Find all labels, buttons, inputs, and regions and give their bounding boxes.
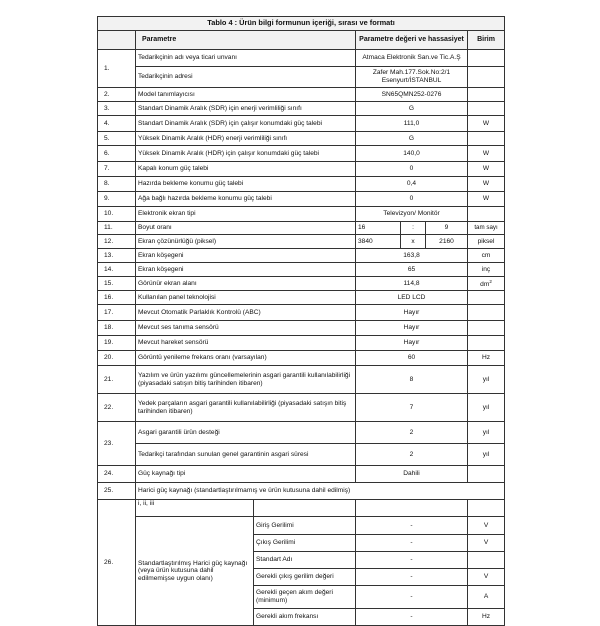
product-info-table [97, 16, 505, 626]
row-number: 25. [98, 483, 136, 500]
header-row [98, 31, 505, 50]
row-value: 2 [356, 444, 468, 466]
row-label: Mevcut Otomatik Parlaklık Kontrolü (ABC) [136, 305, 356, 321]
row-label: Harici güç kaynağı (standartlaştırılmamış ve ürün kutusuna dahil edilmiş) [136, 483, 505, 500]
row-unit: cm [468, 249, 505, 263]
row-unit: yıl [468, 444, 505, 466]
row-value [356, 67, 468, 88]
row-value: G [356, 132, 468, 146]
row-label: Mevcut hareket sensörü [136, 336, 356, 351]
table-row [98, 235, 505, 249]
row-number: 10. [98, 207, 136, 222]
row-number: 16. [98, 291, 136, 305]
unit-exponent: 2 [489, 278, 492, 284]
sub-row-value: - [356, 517, 468, 535]
sub-row-unit: V [468, 517, 505, 535]
aspect-height: 9 [426, 222, 468, 235]
row-label [254, 500, 356, 517]
row-value: 2 [356, 422, 468, 444]
sub-row-unit: V [468, 569, 505, 586]
row-number: 19. [98, 336, 136, 351]
row-value: SN65QMN252-0276 [356, 88, 468, 102]
table-row [98, 88, 505, 102]
sub-row-value: - [356, 586, 468, 609]
sub-row-label: Gerekli çıkış gerilim değeri [254, 569, 356, 586]
aspect-separator: : [401, 222, 426, 235]
row-unit [468, 500, 505, 517]
row-value: LED LCD [356, 291, 468, 305]
table-row [98, 50, 505, 67]
sub-row-value: - [356, 552, 468, 569]
sub-row-value: - [356, 609, 468, 626]
resolution-height: 2160 [426, 235, 468, 249]
table-row [98, 321, 505, 336]
row-unit: W [468, 116, 505, 132]
table-row [98, 466, 505, 483]
table-row [98, 277, 505, 291]
sub-row-unit [468, 552, 505, 569]
row-label: Ekran çözünürlüğü (piksel) [136, 235, 356, 249]
row-label: Kapalı konum güç talebi [136, 162, 356, 177]
row-unit [468, 132, 505, 146]
row-number: 1. [98, 50, 136, 88]
row-unit [468, 291, 505, 305]
table-row [98, 366, 505, 394]
table-row [98, 67, 505, 88]
row-number: 7. [98, 162, 136, 177]
row-unit: tam sayı [468, 222, 505, 235]
sub-row-unit: V [468, 535, 505, 552]
row-value: 163,8 [356, 249, 468, 263]
sub-row-value: - [356, 535, 468, 552]
row-value: 0,4 [356, 177, 468, 192]
table-row [98, 132, 505, 146]
row-number: 3. [98, 102, 136, 116]
table-row [98, 102, 505, 116]
row-unit: yıl [468, 366, 505, 394]
row-number: 13. [98, 249, 136, 263]
row-number: 11. [98, 222, 136, 235]
row-label: Görüntü yenileme frekans oranı (varsayılan) [136, 351, 356, 366]
row-number: 18. [98, 321, 136, 336]
row-label: Görünür ekran alanı [136, 277, 356, 291]
row-value: 111,0 [356, 116, 468, 132]
row-number: 20. [98, 351, 136, 366]
row-unit [468, 88, 505, 102]
sub-row-unit: Hz [468, 609, 505, 626]
row-value: 60 [356, 351, 468, 366]
row-unit: piksel [468, 235, 505, 249]
row-label: Yedek parçaların asgari garantili kullanılabilirliği (piyasadaki satışın bitiş tarihinden itibaren) [136, 394, 356, 422]
sub-row-value: - [356, 569, 468, 586]
aspect-width: 16 [356, 222, 401, 235]
row-value: G [356, 102, 468, 116]
row-label: Asgari garantili ürün desteği [136, 422, 356, 444]
unit-text: dm [480, 280, 490, 288]
sub-row-label: Standart Adı [254, 552, 356, 569]
table-row [98, 146, 505, 162]
row-unit [468, 466, 505, 483]
row-number: 12. [98, 235, 136, 249]
table-row [98, 517, 505, 535]
row-label: Model tanımlayıcısı [136, 88, 356, 102]
table-row [98, 207, 505, 222]
sub-row-label: Gerekli geçen akım değeri (minimum) [254, 586, 356, 609]
row-unit [468, 305, 505, 321]
row-label: Yazılım ve ürün yazılımı güncellemelerinin asgari garantili kullanılabilirliği (piyasadaki satışın bitiş tarihinden itibaren) [136, 366, 356, 394]
row-unit: W [468, 192, 505, 207]
row-unit: W [468, 162, 505, 177]
row-number: 15. [98, 277, 136, 291]
row-value: Televizyon/ Monitör [356, 207, 468, 222]
sub-row-label: Çıkış Gerilimi [254, 535, 356, 552]
row-label: Güç kaynağı tipi [136, 466, 356, 483]
row-number: 17. [98, 305, 136, 321]
sub-row-label: Giriş Gerilimi [254, 517, 356, 535]
table-row [98, 291, 505, 305]
row-unit: Hz [468, 351, 505, 366]
row-value: 8 [356, 366, 468, 394]
row-label: Mevcut ses tanıma sensörü [136, 321, 356, 336]
table-row [98, 483, 505, 500]
row-label: Hazırda bekleme konumu güç talebi [136, 177, 356, 192]
row-label: Standart Dinamik Aralık (SDR) için çalışır konumdaki güç talebi [136, 116, 356, 132]
table-row [98, 500, 505, 517]
row-number: 22. [98, 394, 136, 422]
row-label: Ekran köşegeni [136, 263, 356, 277]
row-number: 4. [98, 116, 136, 132]
row-label: Tedarikçinin adı veya ticari unvanı [136, 50, 356, 67]
row-number: 21. [98, 366, 136, 394]
row-number: 8. [98, 177, 136, 192]
row-unit [468, 277, 505, 291]
header-unit: Birim [468, 31, 505, 50]
table-row [98, 162, 505, 177]
row-value: 114,8 [356, 277, 468, 291]
row-value: 7 [356, 394, 468, 422]
row-label: Yüksek Dinamik Aralık (HDR) enerji verimliliği sınıfı [136, 132, 356, 146]
table-row [98, 249, 505, 263]
table-row [98, 305, 505, 321]
row-value: Hayır [356, 305, 468, 321]
row-unit: inç [468, 263, 505, 277]
row-label: Tedarikçinin adresi [136, 67, 356, 88]
row-number: 24. [98, 466, 136, 483]
address-line-2: Esenyurt/İSTANBUL [381, 77, 442, 84]
row-number: 14. [98, 263, 136, 277]
row-unit [468, 336, 505, 351]
resolution-width: 3840 [356, 235, 401, 249]
row-value [356, 500, 468, 517]
row-unit [468, 50, 505, 67]
table-row [98, 422, 505, 444]
row-value: 65 [356, 263, 468, 277]
title-row [98, 17, 505, 31]
row-value: Hayır [356, 336, 468, 351]
row-label: Boyut oranı [136, 222, 356, 235]
row-label: Tedarikçi tarafından sunulan genel garantinin asgari süresi [136, 444, 356, 466]
resolution-separator: x [401, 235, 426, 249]
row-number: 23. [98, 422, 136, 466]
address-line-1: Zafer Mah.177.Sok.No:2/1 [372, 69, 451, 77]
table-row [98, 394, 505, 422]
row-label: Elektronik ekran tipi [136, 207, 356, 222]
table-row [98, 444, 505, 466]
header-value: Parametre değeri ve hassasiyet [356, 31, 468, 50]
table-row [98, 263, 505, 277]
row-label: Ağa bağlı hazırda bekleme konumu güç talebi [136, 192, 356, 207]
row-number: 9. [98, 192, 136, 207]
row-unit: W [468, 146, 505, 162]
external-psu-label: Standartlaştırılmış Harici güç kaynağı (veya ürün kutusuna dahil edilmemişse uygun olanı) [136, 517, 254, 626]
row-number: 6. [98, 146, 136, 162]
row-unit [468, 321, 505, 336]
row-label: Kullanılan panel teknolojisi [136, 291, 356, 305]
row-label: Ekran köşegeni [136, 249, 356, 263]
table-row [98, 222, 505, 235]
table-row [98, 351, 505, 366]
row-value: 0 [356, 162, 468, 177]
sub-row-unit: A [468, 586, 505, 609]
row-unit: W [468, 177, 505, 192]
table-title: Tablo 4 : Ürün bilgi formunun içeriği, sırası ve formatı [98, 17, 505, 31]
row-unit [468, 207, 505, 222]
sub-label: i, ii, iii [136, 500, 254, 517]
row-value: Dahili [356, 466, 468, 483]
row-number: 2. [98, 88, 136, 102]
row-value: 140,0 [356, 146, 468, 162]
row-number: 26. [98, 500, 136, 626]
sub-row-label: Gerekli akım frekansı [254, 609, 356, 626]
table-row [98, 336, 505, 351]
table-row [98, 177, 505, 192]
row-unit [468, 102, 505, 116]
row-unit [468, 67, 505, 88]
row-label: Standart Dinamik Aralık (SDR) için enerji verimliliği sınıfı [136, 102, 356, 116]
header-parameter: Parametre [136, 31, 356, 50]
row-unit: yıl [468, 394, 505, 422]
table-row [98, 116, 505, 132]
table-row [98, 192, 505, 207]
row-value: 0 [356, 192, 468, 207]
row-number: 5. [98, 132, 136, 146]
row-unit: yıl [468, 422, 505, 444]
row-label: Yüksek Dinamik Aralık (HDR) için çalışır konumdaki güç talebi [136, 146, 356, 162]
row-value: Atmaca Elektronik San.ve Tic.A.Ş [356, 50, 468, 67]
header-no [98, 31, 136, 50]
row-value: Hayır [356, 321, 468, 336]
